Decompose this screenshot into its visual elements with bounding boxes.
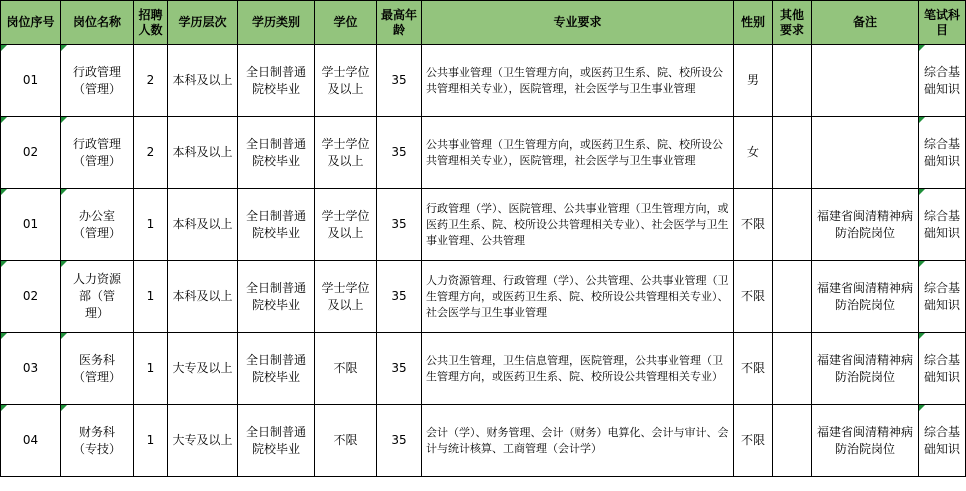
cell-other <box>773 117 812 189</box>
cell-seq: 04 <box>1 405 61 477</box>
cell-seq: 02 <box>1 261 61 333</box>
cell-gender: 男 <box>734 45 773 117</box>
cell-exam: 综合基础知识 <box>919 405 966 477</box>
cell-degree: 不限 <box>315 405 377 477</box>
cell-seq: 03 <box>1 333 61 405</box>
col-header-edu-type: 学历类别 <box>238 1 315 45</box>
cell-major: 公共事业管理（卫生管理方向，或医药卫生系、院、校所设公共管理相关专业），医院管理，社会医学与卫生事业管理 <box>422 117 734 189</box>
cell-note: 福建省闽清精神病防治院岗位 <box>812 405 919 477</box>
col-header-other: 其他要求 <box>773 1 812 45</box>
cell-name: 行政管理 （管理） <box>61 117 134 189</box>
col-header-count: 招聘人数 <box>134 1 168 45</box>
cell-edu-level: 本科及以上 <box>168 117 238 189</box>
cell-other <box>773 405 812 477</box>
table-row <box>1 45 966 117</box>
cell-gender: 不限 <box>734 405 773 477</box>
cell-name: 办公室 （管理） <box>61 189 134 261</box>
cell-degree: 学士学位及以上 <box>315 261 377 333</box>
cell-note: 福建省闽清精神病防治院岗位 <box>812 333 919 405</box>
cell-max-age: 35 <box>377 189 422 261</box>
col-header-gender: 性别 <box>734 1 773 45</box>
cell-exam: 综合基础知识 <box>919 333 966 405</box>
table-row <box>1 333 966 405</box>
cell-edu-level: 大专及以上 <box>168 405 238 477</box>
cell-max-age: 35 <box>377 117 422 189</box>
cell-exam: 综合基础知识 <box>919 261 966 333</box>
header-row <box>1 1 966 45</box>
cell-seq: 02 <box>1 117 61 189</box>
cell-major: 公共卫生管理，卫生信息管理，医院管理，公共事业管理（卫生管理方向，或医药卫生系、院、校所设公共管理相关专业） <box>422 333 734 405</box>
cell-edu-level: 本科及以上 <box>168 261 238 333</box>
cell-count: 2 <box>134 117 168 189</box>
cell-edu-type: 全日制普通院校毕业 <box>238 45 315 117</box>
cell-count: 1 <box>134 189 168 261</box>
cell-degree: 学士学位及以上 <box>315 189 377 261</box>
cell-gender: 女 <box>734 117 773 189</box>
cell-major: 人力资源管理、行政管理（学）、公共管理、公共事业管理（卫生管理方向，或医药卫生系、院、校所设公共管理相关专业）、社会医学与卫生事业管理 <box>422 261 734 333</box>
cell-note: 福建省闽清精神病防治院岗位 <box>812 261 919 333</box>
col-header-edu-level: 学历层次 <box>168 1 238 45</box>
cell-other <box>773 261 812 333</box>
col-header-major: 专业要求 <box>422 1 734 45</box>
cell-major: 行政管理（学）、医院管理、公共事业管理（卫生管理方向，或医药卫生系、院、校所设公共管理相关专业）、社会医学与卫生事业管理、公共管理 <box>422 189 734 261</box>
cell-edu-type: 全日制普通院校毕业 <box>238 333 315 405</box>
col-header-note: 备注 <box>812 1 919 45</box>
cell-count: 1 <box>134 333 168 405</box>
col-header-max-age: 最高年龄 <box>377 1 422 45</box>
cell-edu-type: 全日制普通院校毕业 <box>238 261 315 333</box>
table-row <box>1 189 966 261</box>
cell-gender: 不限 <box>734 333 773 405</box>
cell-name: 医务科 （管理） <box>61 333 134 405</box>
cell-degree: 学士学位及以上 <box>315 45 377 117</box>
cell-max-age: 35 <box>377 333 422 405</box>
cell-count: 1 <box>134 261 168 333</box>
cell-max-age: 35 <box>377 405 422 477</box>
cell-edu-type: 全日制普通院校毕业 <box>238 189 315 261</box>
cell-note: 福建省闽清精神病防治院岗位 <box>812 189 919 261</box>
cell-edu-level: 本科及以上 <box>168 189 238 261</box>
col-header-exam: 笔试科目 <box>919 1 966 45</box>
cell-count: 1 <box>134 405 168 477</box>
cell-gender: 不限 <box>734 261 773 333</box>
col-header-name: 岗位名称 <box>61 1 134 45</box>
cell-exam: 综合基础知识 <box>919 189 966 261</box>
cell-max-age: 35 <box>377 45 422 117</box>
cell-name: 人力资源 部（管 理） <box>61 261 134 333</box>
cell-seq: 01 <box>1 45 61 117</box>
cell-degree: 不限 <box>315 333 377 405</box>
cell-major: 会计（学）、财务管理、会计（财务）电算化、会计与审计、会计与统计核算、工商管理（会计学） <box>422 405 734 477</box>
cell-other <box>773 333 812 405</box>
cell-edu-level: 本科及以上 <box>168 45 238 117</box>
cell-note <box>812 117 919 189</box>
cell-note <box>812 45 919 117</box>
cell-major: 公共事业管理（卫生管理方向，或医药卫生系、院、校所设公共管理相关专业），医院管理，社会医学与卫生事业管理 <box>422 45 734 117</box>
cell-other <box>773 45 812 117</box>
table-row <box>1 117 966 189</box>
table-row <box>1 405 966 477</box>
cell-edu-level: 大专及以上 <box>168 333 238 405</box>
cell-edu-type: 全日制普通院校毕业 <box>238 405 315 477</box>
cell-exam: 综合基础知识 <box>919 117 966 189</box>
cell-gender: 不限 <box>734 189 773 261</box>
cell-name: 行政管理 （管理） <box>61 45 134 117</box>
cell-exam: 综合基础知识 <box>919 45 966 117</box>
col-header-seq: 岗位序号 <box>1 1 61 45</box>
cell-edu-type: 全日制普通院校毕业 <box>238 117 315 189</box>
cell-max-age: 35 <box>377 261 422 333</box>
col-header-degree: 学位 <box>315 1 377 45</box>
cell-name: 财务科 （专技） <box>61 405 134 477</box>
table-row <box>1 261 966 333</box>
cell-seq: 01 <box>1 189 61 261</box>
cell-count: 2 <box>134 45 168 117</box>
cell-other <box>773 189 812 261</box>
cell-degree: 学士学位及以上 <box>315 117 377 189</box>
